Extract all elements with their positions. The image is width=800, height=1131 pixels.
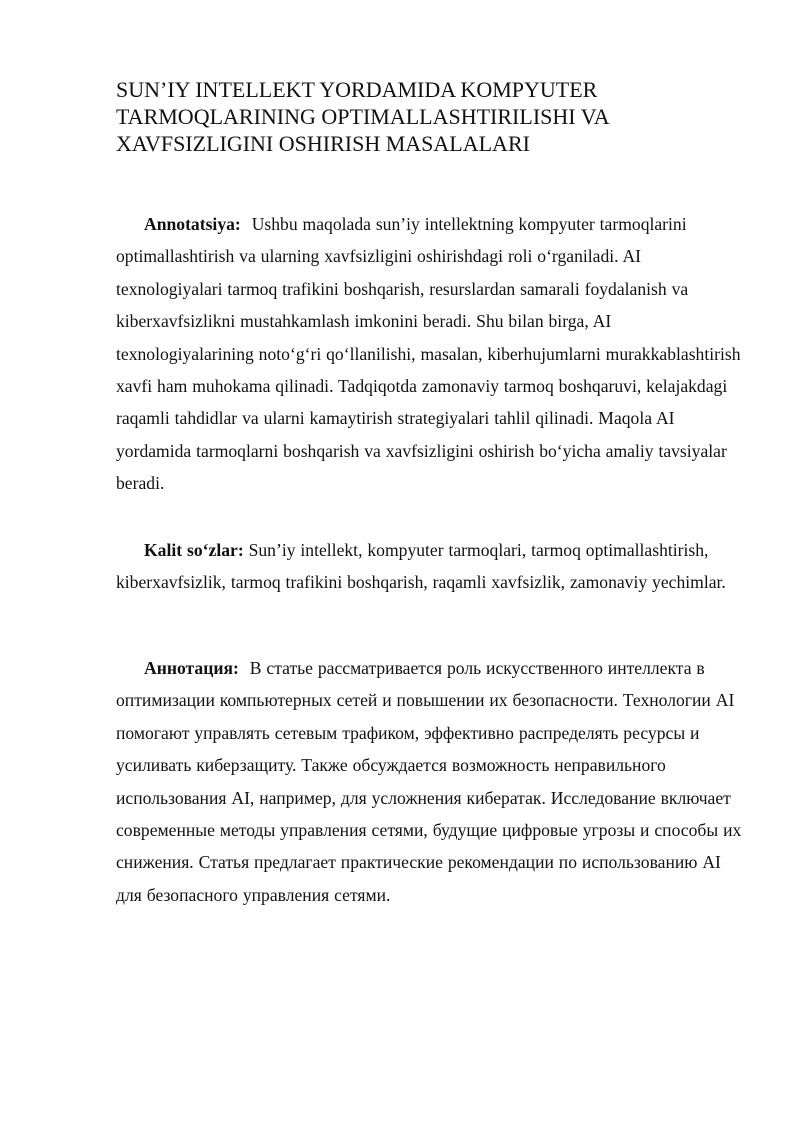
keywords-paragraph bbox=[116, 534, 748, 599]
annotation-ru-paragraph bbox=[116, 652, 748, 911]
annotation-uz-text: Ushbu maqolada sun’iy intellektning kompyuter tarmoqlarini optimallashtirish va ularning xavfsizligini oshirishdagi roli o‘rganiladi. AI texnologiyalari tarmoq trafikini boshqarish, resurslardan samarali foydalanish va kiberxavfsizlikni mustahkamlash imkonini beradi. Shu bilan birga, AI texnologiyalarining noto‘g‘ri qo‘llanilishi, masalan, kiberhujumlarni murakkablashtirish xavfi ham muhokama qilinadi. Tadqiqotda zamonaviy tarmoq boshqaruvi, kelajakdagi raqamli tahdidlar va ularni kamaytirish strategiyalari tahlil qilinadi. Maqola AI yordamida tarmoqlarni boshqarish va xavfsizligini oshirish bo‘yicha amaliy tavsiyalar beradi. bbox=[116, 214, 741, 494]
keywords-label: Kalit so‘zlar: bbox=[144, 540, 244, 560]
document-title: SUN’IY INTELLEKT YORDAMIDA KOMPYUTER TARMOQLARINING OPTIMALLASHTIRILISHI VA XAVFSIZLIGINI OSHIRISH MASALALARI bbox=[116, 77, 609, 156]
keywords-text: Sun’iy intellekt, kompyuter tarmoqlari, tarmoq optimallashtirish, kiberxavfsizlik, tarmoq trafikini boshqarish, raqamli xavfsizlik, zamonaviy yechimlar. bbox=[116, 540, 726, 593]
annotation-uz-label: Annotatsiya: bbox=[144, 214, 241, 234]
annotation-ru-text: В статье рассматривается роль искусственного интеллекта в оптимизации компьютерных сетей и повышении их безопасности. Технологии AI помогают управлять сетевым трафиком, эффективно распределять ресурсы и усиливать киберзащиту. Также обсуждается возможность неправильного использования AI, например, для усложнения кибератак. Исследование включает современные методы управления сетями, будущие цифровые угрозы и способы их снижения. Статья предлагает практические рекомендации по использованию AI для безопасного управления сетями. bbox=[116, 658, 742, 905]
annotation-uz-paragraph bbox=[116, 208, 748, 500]
annotation-ru-label: Аннотация: bbox=[144, 658, 239, 678]
